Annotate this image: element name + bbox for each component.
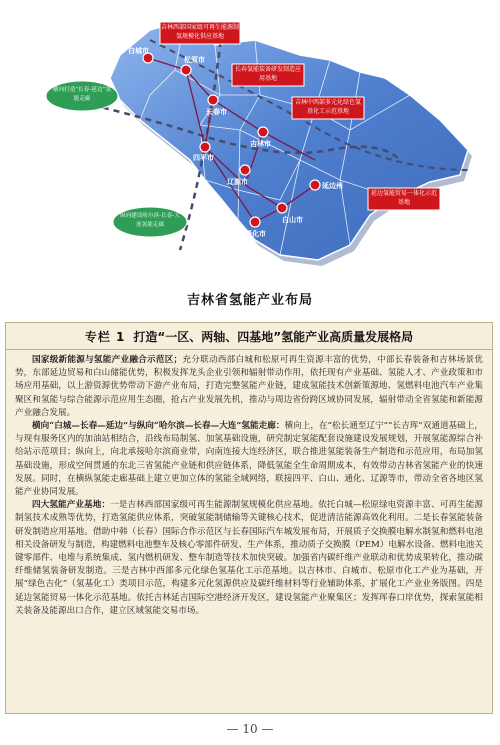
column-header — [6, 323, 492, 350]
paragraph-1-lead: 国家级新能源与氢能产业融合示范区； — [32, 355, 183, 365]
callout-yanbian — [368, 188, 440, 210]
city-label-changchun: 长春市 — [206, 108, 227, 116]
callout-corridor-ew — [46, 81, 118, 111]
city-dot-songyuan — [181, 65, 191, 75]
column-label: 专栏 1 — [84, 329, 126, 344]
page-number: — 10 — — [226, 722, 274, 736]
paragraph-1-text: 充分联动西部白城和松原可再生资源丰富的优势，中部长春装备和吉林场景优势，东部延边贸易和白山储能优势，积极发挥龙头企业引领和辐射带动作用，依托现有产业基础、氢能人才、产业政策和市场应用基础，以上游资源优势带动下游产业布局，打造完整氢能产业链，建成氢能技术创新策源地、氢燃料电池汽车产业集聚区和氢能与综合能源示范应用生态圈，抢占产业发展先机，推动与周边省份跨区域协同发展，辐射带动全省氢能和新能源产业融合发展。 — [15, 355, 483, 418]
paragraph-3 — [15, 499, 483, 618]
column-box — [5, 322, 493, 714]
paragraph-1 — [15, 354, 483, 420]
column-body — [6, 350, 492, 618]
city-dot-jilin — [258, 127, 268, 137]
city-label-baishan: 白山市 — [282, 216, 303, 224]
city-label-yanbian: 延边州 — [322, 182, 343, 190]
paragraph-2 — [15, 420, 483, 499]
callout-corridor-ew-text: 横向打造“长春-延边”氢能走廊 — [52, 87, 112, 102]
column-title: 打造“一区、两轴、四基地”氢能产业高质量发展格局 — [133, 329, 414, 344]
callout-central — [292, 97, 364, 119]
callout-changchun — [232, 64, 304, 86]
jilin-hydrogen-map — [0, 0, 500, 285]
city-label-baicheng: 白城市 — [128, 47, 149, 55]
city-dot-changchun — [208, 95, 218, 105]
callout-yanbian-text: 延边氢能贸易一体化示范基地 — [370, 190, 437, 206]
city-dot-tonghua — [250, 217, 260, 227]
paragraph-2-lead: 横向“白城—长春—延边”与纵向“哈尔滨—长春—大连”氢能走廊： — [32, 421, 285, 432]
city-label-siping: 四平市 — [193, 154, 214, 162]
callout-corridor-ns — [113, 207, 187, 237]
city-label-liaoyuan: 辽源市 — [227, 178, 248, 186]
city-label-songyuan: 松原市 — [184, 56, 205, 64]
callout-baicheng — [160, 22, 240, 44]
city-label-jilin: 吉林市 — [250, 140, 271, 148]
paragraph-3-lead: 四大氢能产业基地： — [32, 500, 111, 511]
map-caption: 吉林省氢能产业布局 — [186, 293, 313, 308]
city-dot-baishan — [277, 203, 287, 213]
callout-changchun-text: 长春氢能装备研发制造应用基地 — [234, 66, 301, 82]
city-dot-siping — [200, 142, 210, 152]
city-dot-yanbian — [310, 180, 320, 190]
city-dot-liaoyuan — [240, 165, 250, 175]
callout-baicheng-text: 吉林西部国家级可再生能源制氢规模化供应基地 — [161, 24, 239, 40]
callout-central-text: 吉林中西部多元化绿色氢基化工示范基地 — [294, 99, 361, 115]
paragraph-3-text: 一是吉林西部国家级可再生能源制氢规模化供应基地。依托白城—松原绿电资源丰富、可再生能源制氢技术成熟等优势，打造氢能供应体系，突破氢能制储输等关键核心技术，促进清洁能源高效化利用。二是长春氢能装备研发制造应用基地。借助中韩（长春）国际合作示范区与长春国际汽车城发展布局，开展质子交换膜电解水制氢和燃料电池相关设备研发与制造，构建燃料电池整车及核心零部件研发、生产体系，推动质子交换膜（PEM）电解水设备、燃料电池关键零部件、电堆与系统集成、氢内燃机研发、整车制造等技术加快突破。加强省内碳纤维产业联动和优势成果转化，推动碳纤维储氢装备研发制造。三是吉林中西部多元化绿色氢基化工示范基地。以吉林市、白城市、松原市化工产业为基础，开展“绿色吉化”（氢基化工）类项目示范，构建多元化氢源供应及碳纤维材料等行业辅助体系，扩展化工产业业务版图。四是延边氢能贸易一体化示范基地。依托吉林延吉国际空港经济开发区，建设氢能产业聚集区；发挥珲春口岸优势，探索氢能相关装备及能源出口合作，建立区域氢能交易市场。 — [15, 500, 483, 616]
paragraph-2-text: 横向上，在“松长通至辽宁”“长吉珲”双通道基础上，与现有服务区内的加油站相结合，沿线布局制氢、加氢基础设施，研究制定氢能配套设施建设发展规划，开展氢能源综合补给站示范项目；纵向上，向北承接哈尔滨商业带，向南连接大连经济区，联合推进氢能装备生产制造和示范应用，布局加氢基础设施，形成空间贯通的东北三省氢能产业链和供应链体系，降低氢能全生命周期成本，有效带动吉林省氢能产业的快速发展。同时，在横纵氢能走廊基础上建立更加立体的氢能全域网络，联接四平、白山、通化、辽源等市，带动全省各地区氢能产业协同发展。 — [15, 421, 483, 498]
callout-corridor-ns-text: 纵向建设哈尔滨-长春-大连氢能走廊 — [120, 213, 180, 228]
city-label-tonghua: 通化市 — [245, 230, 266, 238]
